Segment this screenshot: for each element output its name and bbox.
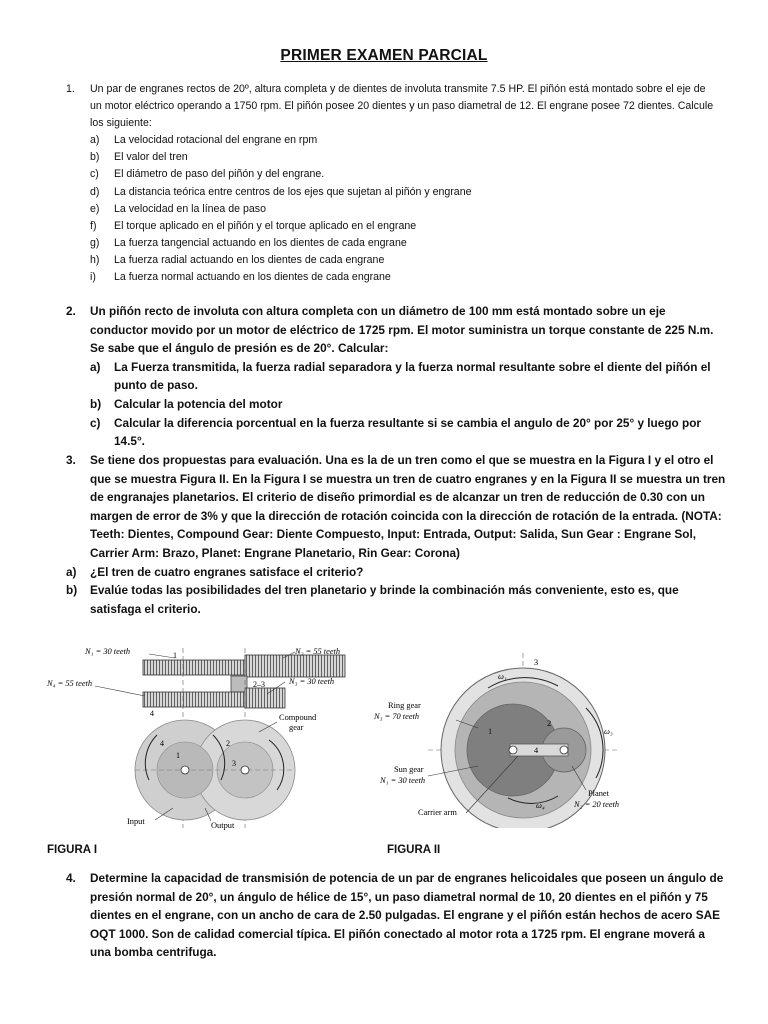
item-text: El valor del tren <box>114 151 188 164</box>
item-text: La fuerza radial actuando en los dientes de cada engrane <box>114 253 385 266</box>
question-text: Un piñón recto de involuta con altura completa con un diámetro de 100 mm está montado sobre un eje conductor movido por un motor de eléctrico de 1725 rpm. El motor suministra un torque constante de 225 N.m. Se sabe que el ángulo de presión es de 20°. Calcular: <box>90 304 714 356</box>
label-compound: Compound <box>279 713 317 722</box>
item-letter: c) <box>90 415 101 430</box>
label-c2: 2 <box>226 739 230 748</box>
item-text: Calcular la potencia del motor <box>114 396 283 411</box>
item-text: La fuerza normal actuando en los dientes de cada engrane <box>114 271 391 284</box>
label-n2: N₂ = 55 teeth <box>295 647 341 656</box>
item-letter: f) <box>90 219 97 232</box>
question-number: 3. <box>66 453 76 467</box>
item-letter: e) <box>90 202 100 215</box>
gear-2-side <box>245 655 345 677</box>
shaft-1 <box>181 766 189 774</box>
list-item <box>90 149 716 166</box>
list-item <box>90 395 726 414</box>
question-3 <box>66 451 726 618</box>
label-n1: N₁ = 30 teeth <box>85 647 131 656</box>
list-item <box>90 201 716 218</box>
planet-shaft <box>560 746 568 754</box>
list-item <box>90 252 716 269</box>
item-letter: b) <box>90 151 100 164</box>
item-text: La Fuerza transmitida, la fuerza radial separadora y la fuerza normal resultante sobre el diente del piñón el punto de paso. <box>114 359 711 393</box>
item-letter: c) <box>90 168 99 181</box>
gear-4-side <box>143 692 245 707</box>
figure-2-caption: FIGURA II <box>387 844 441 856</box>
label-n4: N₄ = 55 teeth <box>47 679 93 688</box>
item-letter: a) <box>66 564 77 579</box>
question-number: 1. <box>66 83 75 95</box>
label-output: Output <box>211 821 235 830</box>
item-text: Evalúe todas las posibilidades del tren planetario y brinde la combinación más conveniente, esto es, que satisfaga el criterio. <box>90 583 679 616</box>
list-item <box>90 166 716 183</box>
list-item <box>90 218 716 235</box>
label-ring-teeth: N₃ = 70 teeth <box>374 712 420 721</box>
item-letter: i) <box>90 271 96 284</box>
item-text: La velocidad en la línea de paso <box>114 202 266 215</box>
item-text: La fuerza tangencial actuando en los dientes de cada engrane <box>114 236 407 249</box>
question-number: 4. <box>66 871 76 885</box>
list-item <box>90 184 716 201</box>
list-item <box>90 414 726 451</box>
item-letter: b) <box>90 396 102 411</box>
label-c4: 4 <box>160 739 164 748</box>
label-1: 1 <box>488 727 493 736</box>
item-letter: h) <box>90 253 100 266</box>
label-omega-3: ω₃ <box>604 727 613 736</box>
item-text: Calcular la diferencia porcentual en la fuerza resultante si se cambia el angulo de 20° por 25° y luego por 14.5°. <box>114 415 702 449</box>
item-letter: a) <box>90 134 100 147</box>
label-2: 2 <box>547 719 552 728</box>
page-title: PRIMER EXAMEN PARCIAL <box>280 47 488 64</box>
label-compound-gear: gear <box>289 723 304 732</box>
leader-line <box>149 654 175 658</box>
gear-3-side <box>245 688 285 708</box>
leader-line <box>95 686 145 696</box>
list-item <box>90 235 716 252</box>
label-c1: 1 <box>176 751 180 760</box>
question-2 <box>66 302 726 451</box>
item-text: ¿El tren de cuatro engranes satisface el criterio? <box>90 564 364 579</box>
question-text: Se tiene dos propuestas para evaluación. Una es la de un tren como el que se muestra en la Figura I y el otro el que se muestra Figura II. En la Figura I se muestra un tren de cuatro engranes y en la Figura II se muestra un tren de engranajes planetarios. El criterio de diseño primordial es de alcanzar un tren de reducción de 0.30 con un margen de error de 3% y que la dirección de rotación coincida con la dirección de rotación de la entrada. (NOTA: Teeth: Dientes, Compound Gear: Diente Compuesto, Input: Entrada, Output: Salida, Sun Gear : Engrane Sol, Carrier Arm: Brazo, Planet: Engrane Planetario, Rin Gear: Corona) <box>90 453 726 560</box>
figure-1-diagram <box>45 640 365 835</box>
item-text: El torque aplicado en el piñón y el torque aplicado en el engrane <box>114 219 417 232</box>
item-text: El diámetro de paso del piñón y del engrane. <box>114 168 325 181</box>
question-text: Determine la capacidad de transmisión de potencia de un par de engranes helicoidales que poseen un ángulo de presión normal de 20°, un ángulo de hélice de 15°, un paso diametral normal de 10, 20 dientes en el piñón y 75 dientes en el engrane, con un ancho de cara de 2.50 pulgadas. El engrane y el piñón están hechos de acero SAE OQT 1000. Son de calidad comercial típica. El piñón conectado al motor rota a 1725 rpm. El engrane moverá a una bomba centrifuga. <box>90 871 724 960</box>
label-omega-4: ω₄ <box>536 801 545 810</box>
list-item <box>90 132 716 149</box>
label-3: 3 <box>534 658 539 667</box>
question-text: Un par de engranes rectos de 20º, altura completa y de dientes de involuta transmite 7.5 HP. El piñón está montado sobre el eje de un motor eléctrico operando a 1750 rpm. El piñón posee 20 dientes y un paso diametral de 12. El engrane posee 72 dientes. Calcule los siguiente: <box>90 83 714 130</box>
label-gear-4: 4 <box>150 709 154 718</box>
item-letter: b) <box>66 583 78 598</box>
label-input: Input <box>127 817 145 826</box>
list-item <box>66 563 726 582</box>
label-omega-1: ω₁ <box>498 672 507 681</box>
label-gear-1: 1 <box>173 651 177 660</box>
label-carrier-arm: Carrier arm <box>418 808 457 817</box>
item-text: La distancia teórica entre centros de los ejes que sujetan al piñón y engrane <box>114 185 472 198</box>
label-planet-teeth: N₂ = 20 teeth <box>574 800 620 809</box>
figure-1-caption: FIGURA I <box>47 844 98 856</box>
gear-1-side <box>143 660 245 675</box>
shaft-2 <box>241 766 249 774</box>
question-1 <box>66 81 716 286</box>
list-item <box>90 269 716 286</box>
label-ring-gear: Ring gear <box>388 701 421 710</box>
label-planet: Planet <box>588 789 609 798</box>
item-letter: g) <box>90 236 100 249</box>
figure-2-diagram <box>368 648 638 828</box>
label-c3: 3 <box>232 759 236 768</box>
question-4 <box>66 869 726 962</box>
item-text: La velocidad rotacional del engrane en rpm <box>114 134 318 147</box>
label-gear-23: 2–3 <box>253 680 265 689</box>
item-letter: a) <box>90 359 101 374</box>
carrier-arm <box>510 744 568 756</box>
item-letter: d) <box>90 185 100 198</box>
label-n3: N₃ = 30 teeth <box>289 677 335 686</box>
list-item <box>66 581 726 618</box>
question-number: 2. <box>66 304 76 318</box>
label-4: 4 <box>534 746 539 755</box>
list-item <box>90 358 726 395</box>
label-sun-gear: Sun gear <box>394 765 424 774</box>
label-sun-teeth: N₁ = 30 teeth <box>380 776 426 785</box>
sun-shaft <box>509 746 517 754</box>
